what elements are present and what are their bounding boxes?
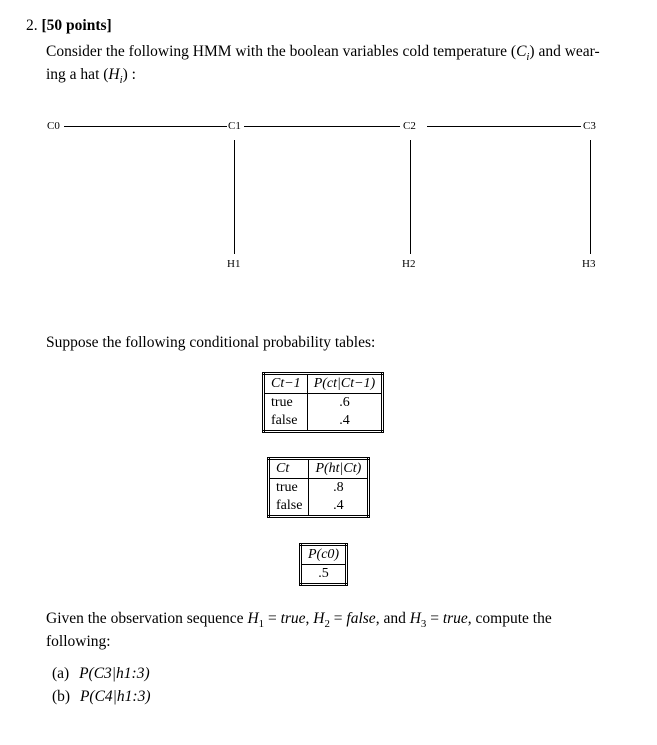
cell: false bbox=[269, 497, 309, 517]
intro-text-a: Consider the following HMM with the boolean variables cold temperature ( bbox=[46, 43, 517, 60]
problem-number: 2. bbox=[26, 17, 38, 34]
edge-c1-h1 bbox=[234, 140, 235, 254]
edge-c2-c3 bbox=[427, 126, 581, 127]
table-row bbox=[269, 479, 369, 498]
problem-header bbox=[26, 16, 112, 37]
question-b-label: (b) bbox=[52, 687, 71, 705]
obs-eq1: = bbox=[264, 610, 281, 627]
obs-text-b: , compute the bbox=[467, 610, 552, 627]
tables-intro: Suppose the following conditional probability tables: bbox=[46, 334, 376, 351]
edge-c3-h3 bbox=[590, 140, 591, 254]
intro-text-d: ) : bbox=[122, 65, 136, 83]
node-c0: C0 bbox=[47, 120, 60, 132]
problem-intro bbox=[46, 42, 626, 87]
obs-v2: false bbox=[346, 610, 376, 627]
node-h1: H1 bbox=[227, 258, 241, 270]
observation-sentence: Given the observation sequence $H_1$ = true, $H_2$ = false, and $H_3$ = true, compute the following: bbox=[46, 610, 552, 650]
intro-text-c: ing a hat ( bbox=[46, 65, 109, 83]
obs-sep1: , bbox=[305, 610, 314, 627]
cell: .5 bbox=[318, 566, 329, 581]
node-c3: C3 bbox=[583, 120, 596, 132]
obs-v3: true bbox=[442, 610, 468, 627]
obs-v1: true bbox=[280, 610, 306, 627]
problem-points: [50 points] bbox=[41, 17, 112, 34]
table-row bbox=[264, 412, 383, 432]
obs-h2: H bbox=[313, 610, 325, 627]
cell: .4 bbox=[333, 498, 344, 513]
var-h: H bbox=[108, 65, 120, 83]
node-h3: H3 bbox=[582, 258, 596, 270]
question-b-expr: P(C4|h1:3) bbox=[79, 687, 151, 705]
cell: true bbox=[269, 479, 309, 498]
list-item bbox=[52, 664, 151, 685]
edge-c0-c1 bbox=[64, 126, 227, 127]
obs-h3: H bbox=[409, 610, 421, 627]
list-item bbox=[52, 687, 151, 708]
emission-table bbox=[267, 457, 370, 518]
cell: .8 bbox=[333, 480, 344, 495]
obs-sep2: , and bbox=[375, 610, 410, 627]
prior-table bbox=[299, 543, 348, 586]
sub-i: i bbox=[526, 51, 530, 64]
prior-header: P(c0) bbox=[301, 545, 347, 565]
node-c1: C1 bbox=[228, 120, 241, 132]
edge-c1-c2 bbox=[244, 126, 400, 127]
sub-i-2: i bbox=[119, 73, 123, 86]
cell: .6 bbox=[339, 395, 350, 410]
edge-c2-h2 bbox=[410, 140, 411, 254]
table-row bbox=[269, 497, 369, 517]
obs-eq2: = bbox=[329, 610, 347, 627]
table-row bbox=[264, 394, 383, 413]
transition-header-prob: P(ct|Ct−1) bbox=[307, 374, 383, 394]
question-a-expr: P(C3|h1:3) bbox=[79, 665, 150, 682]
obs-h1: H bbox=[247, 610, 259, 627]
cell: .4 bbox=[339, 413, 350, 428]
transition-header-prev: Ct−1 bbox=[264, 374, 308, 394]
var-c: C bbox=[516, 43, 527, 60]
cell: false bbox=[264, 412, 308, 432]
cell: true bbox=[264, 394, 308, 413]
obs-text-c: following: bbox=[46, 632, 111, 650]
transition-table bbox=[262, 372, 384, 433]
question-list bbox=[52, 664, 151, 708]
obs-eq3: = bbox=[426, 610, 443, 627]
intro-text-b: ) and wear- bbox=[529, 43, 600, 60]
table-row bbox=[301, 565, 347, 585]
emission-header-prob: P(ht|Ct) bbox=[309, 459, 369, 479]
node-h2: H2 bbox=[402, 258, 416, 270]
question-a-label: (a) bbox=[52, 665, 70, 682]
obs-text-a: Given the observation sequence bbox=[46, 610, 248, 627]
node-c2: C2 bbox=[403, 120, 416, 132]
emission-header-state: Ct bbox=[269, 459, 309, 479]
